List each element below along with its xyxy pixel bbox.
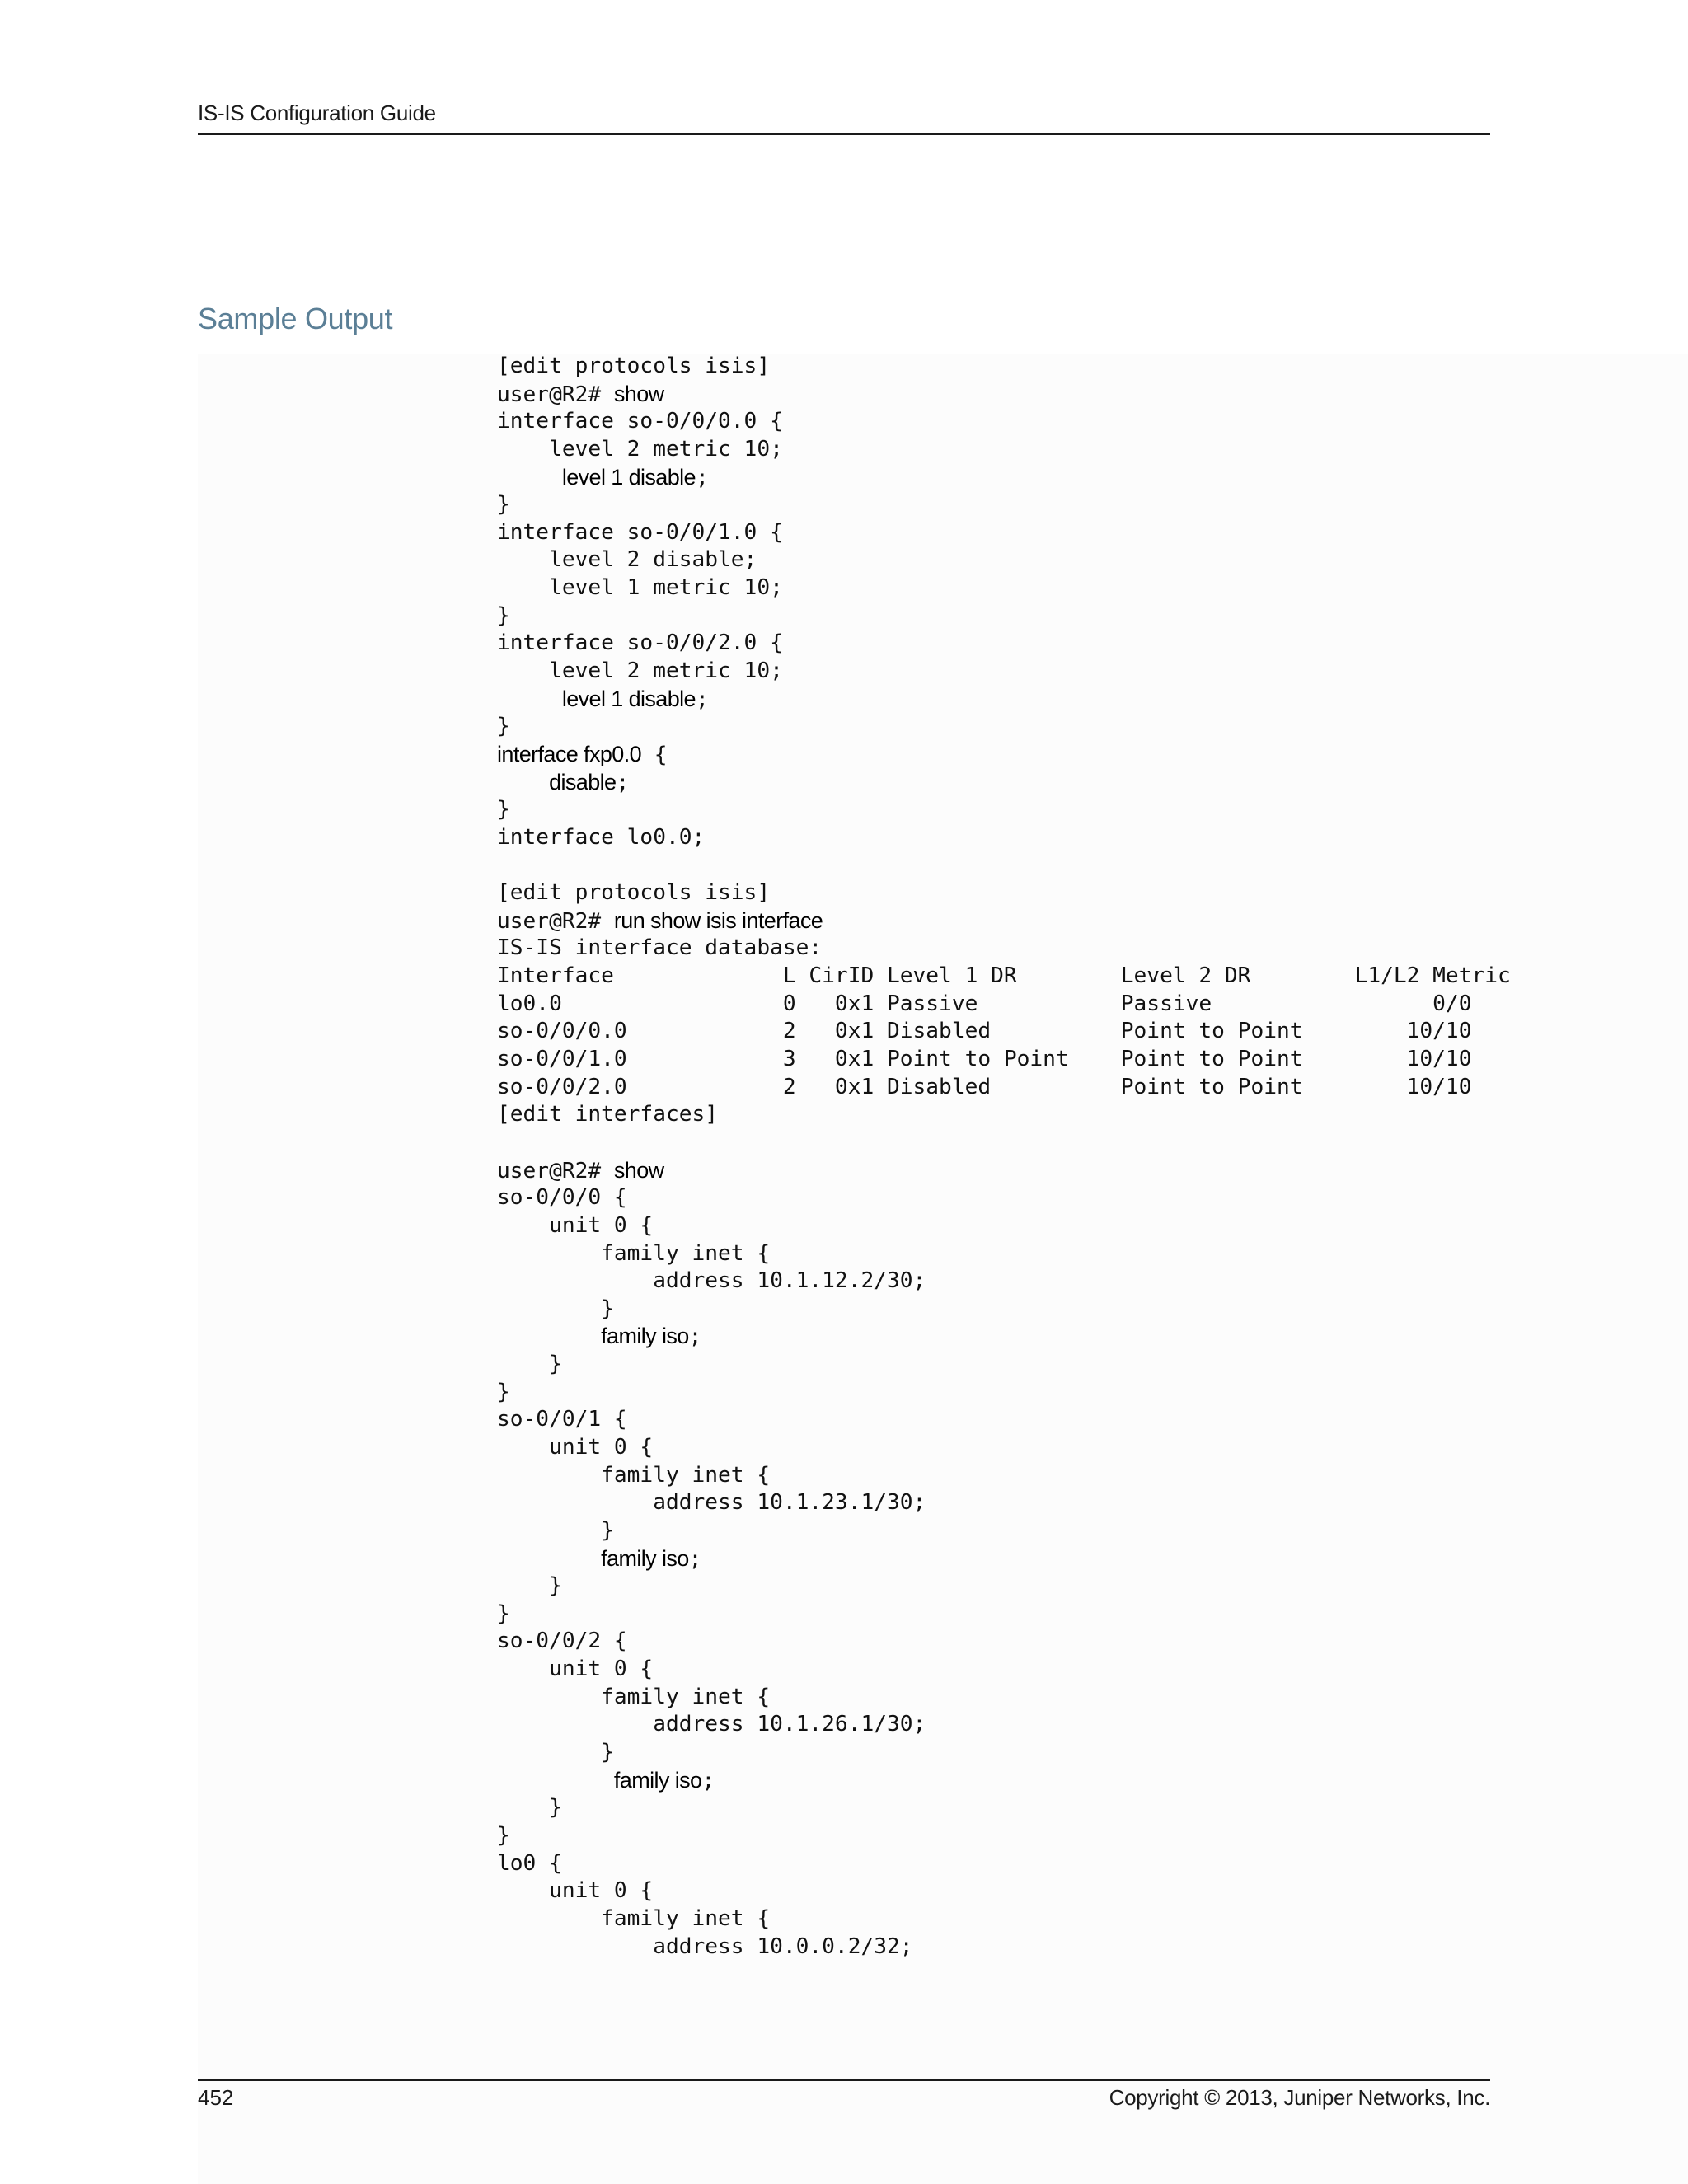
code-line [497, 353, 1667, 381]
code-text: user@R2# [497, 908, 614, 934]
code-text: address 10.1.26.1/30; [497, 1712, 926, 1737]
code-line [497, 1212, 1667, 1240]
code-text: user@R2# [497, 382, 614, 407]
command-input: disable [549, 769, 617, 794]
code-text: } [497, 492, 510, 518]
code-line [497, 1905, 1667, 1933]
code-line [497, 935, 1667, 963]
code-line [497, 741, 1667, 769]
code-text: } [497, 1352, 562, 1377]
code-line [497, 991, 1667, 1019]
code-tail: ; [616, 770, 630, 795]
code-line [497, 436, 1667, 464]
code-line [497, 1074, 1667, 1102]
code-line [497, 1601, 1667, 1629]
code-tail: { [641, 742, 668, 767]
code-sample [497, 353, 1667, 1961]
code-text: so-0/0/2.0 2 0x1 Disabled Point to Point 10/10 [497, 1074, 1472, 1099]
code-line [497, 1933, 1667, 1961]
code-text: family inet { [497, 1240, 771, 1266]
code-tail: ; [701, 1768, 715, 1793]
code-text [497, 771, 549, 795]
command-input: show [613, 1157, 664, 1183]
running-header: IS-IS Configuration Guide [198, 101, 436, 125]
code-line [497, 1296, 1667, 1324]
code-line [497, 1684, 1667, 1712]
footer-divider [198, 2079, 1490, 2081]
code-text [497, 687, 562, 712]
code-line [497, 464, 1667, 492]
code-line [497, 1046, 1667, 1074]
code-text: family inet { [497, 1462, 771, 1488]
code-line [497, 963, 1667, 991]
code-line [497, 574, 1667, 602]
code-text: family inet { [497, 1684, 771, 1709]
code-line [497, 519, 1667, 547]
code-text: unit 0 { [497, 1212, 654, 1238]
code-text [497, 1547, 601, 1572]
code-line [497, 879, 1667, 907]
code-line [497, 1850, 1667, 1878]
code-text: Interface L CirID Level 1 DR Level 2 DR L1/L2 Metric [497, 963, 1511, 989]
code-line [497, 686, 1667, 714]
code-text: interface so-0/0/0.0 { [497, 409, 783, 434]
command-input: family iso [601, 1545, 689, 1571]
code-line [497, 824, 1667, 852]
code-line [497, 1572, 1667, 1601]
code-line [497, 796, 1667, 824]
code-tail: ; [695, 687, 709, 712]
code-line [497, 630, 1667, 658]
code-text: so-0/0/1.0 3 0x1 Point to Point Point to Point 10/10 [497, 1047, 1472, 1072]
code-line [497, 1184, 1667, 1212]
command-input: family iso [613, 1767, 702, 1793]
code-text: level 2 disable; [497, 547, 757, 573]
code-text: [edit interfaces] [497, 1102, 719, 1127]
code-line [497, 1379, 1667, 1407]
code-text: lo0 { [497, 1850, 562, 1876]
code-text [497, 1769, 614, 1793]
code-line [497, 1462, 1667, 1490]
code-line [497, 408, 1667, 436]
code-text [497, 466, 562, 490]
header-divider [198, 133, 1490, 135]
code-text: } [497, 714, 510, 739]
code-text: [edit protocols isis] [497, 880, 771, 906]
code-text: family inet { [497, 1905, 771, 1931]
code-tail: ; [688, 1546, 702, 1572]
code-text: so-0/0/0.0 2 0x1 Disabled Point to Point 10/10 [497, 1019, 1472, 1044]
code-text: } [497, 1296, 614, 1321]
code-tail: ; [695, 465, 709, 490]
code-line [497, 602, 1667, 630]
code-line [497, 1323, 1667, 1351]
code-text: user@R2# [497, 1158, 614, 1183]
code-line [497, 1517, 1667, 1545]
code-text: } [497, 1740, 614, 1765]
code-text: } [497, 797, 510, 823]
command-input: show [613, 381, 664, 406]
code-text: address 10.1.23.1/30; [497, 1490, 926, 1516]
code-line [497, 852, 1667, 880]
code-line [497, 1434, 1667, 1462]
code-text: level 1 metric 10; [497, 575, 783, 601]
code-line [497, 1822, 1667, 1850]
code-line [497, 1877, 1667, 1905]
code-text: unit 0 { [497, 1434, 654, 1460]
code-text: so-0/0/1 { [497, 1407, 627, 1432]
code-line [497, 1268, 1667, 1296]
code-line [497, 1794, 1667, 1822]
code-line [497, 1628, 1667, 1656]
code-text: unit 0 { [497, 1657, 654, 1682]
code-line [497, 1129, 1667, 1157]
code-text: address 10.1.12.2/30; [497, 1268, 926, 1294]
code-text: } [497, 1795, 562, 1821]
code-line [497, 1545, 1667, 1573]
code-line [497, 1351, 1667, 1379]
code-text: } [497, 1379, 510, 1404]
code-text: } [497, 1822, 510, 1848]
code-text [497, 1324, 601, 1349]
code-text: lo0.0 0 0x1 Passive Passive 0/0 [497, 991, 1472, 1016]
page-number: 452 [198, 2085, 234, 2110]
command-input: family iso [601, 1324, 689, 1349]
code-line [497, 769, 1667, 797]
code-text: [edit protocols isis] [497, 354, 771, 378]
code-text: } [497, 1601, 510, 1626]
code-text: unit 0 { [497, 1878, 654, 1904]
code-line [497, 1018, 1667, 1046]
copyright-notice: Copyright © 2013, Juniper Networks, Inc. [1109, 2085, 1490, 2110]
code-line [497, 1656, 1667, 1684]
code-line [497, 713, 1667, 741]
code-line [497, 1767, 1667, 1795]
section-heading: Sample Output [198, 302, 393, 335]
code-text: IS-IS interface database: [497, 935, 823, 961]
code-line [497, 1711, 1667, 1739]
code-line [497, 381, 1667, 409]
code-text: so-0/0/0 { [497, 1185, 627, 1211]
code-text: interface so-0/0/2.0 { [497, 630, 783, 656]
code-text: } [497, 1573, 562, 1599]
code-line [497, 491, 1667, 519]
code-text: level 2 metric 10; [497, 436, 783, 462]
command-input: level 1 disable [561, 686, 696, 711]
code-tail: ; [688, 1324, 702, 1350]
code-line [497, 1240, 1667, 1268]
code-line [497, 1489, 1667, 1517]
code-text: address 10.0.0.2/32; [497, 1933, 913, 1959]
command-input: run show isis interface [613, 907, 823, 933]
code-line [497, 1101, 1667, 1129]
code-text: interface lo0.0; [497, 824, 706, 850]
code-line [497, 546, 1667, 574]
code-line [497, 1157, 1667, 1185]
command-input: level 1 disable [561, 464, 696, 490]
code-text: } [497, 602, 510, 628]
code-line [497, 1739, 1667, 1767]
code-line [497, 658, 1667, 686]
code-text: interface so-0/0/1.0 { [497, 519, 783, 545]
code-text: level 2 metric 10; [497, 658, 783, 684]
code-line [497, 1406, 1667, 1434]
code-text: so-0/0/2 { [497, 1629, 627, 1654]
command-input: interface fxp0.0 [497, 741, 642, 766]
code-line [497, 907, 1667, 935]
code-text: } [497, 1517, 614, 1543]
